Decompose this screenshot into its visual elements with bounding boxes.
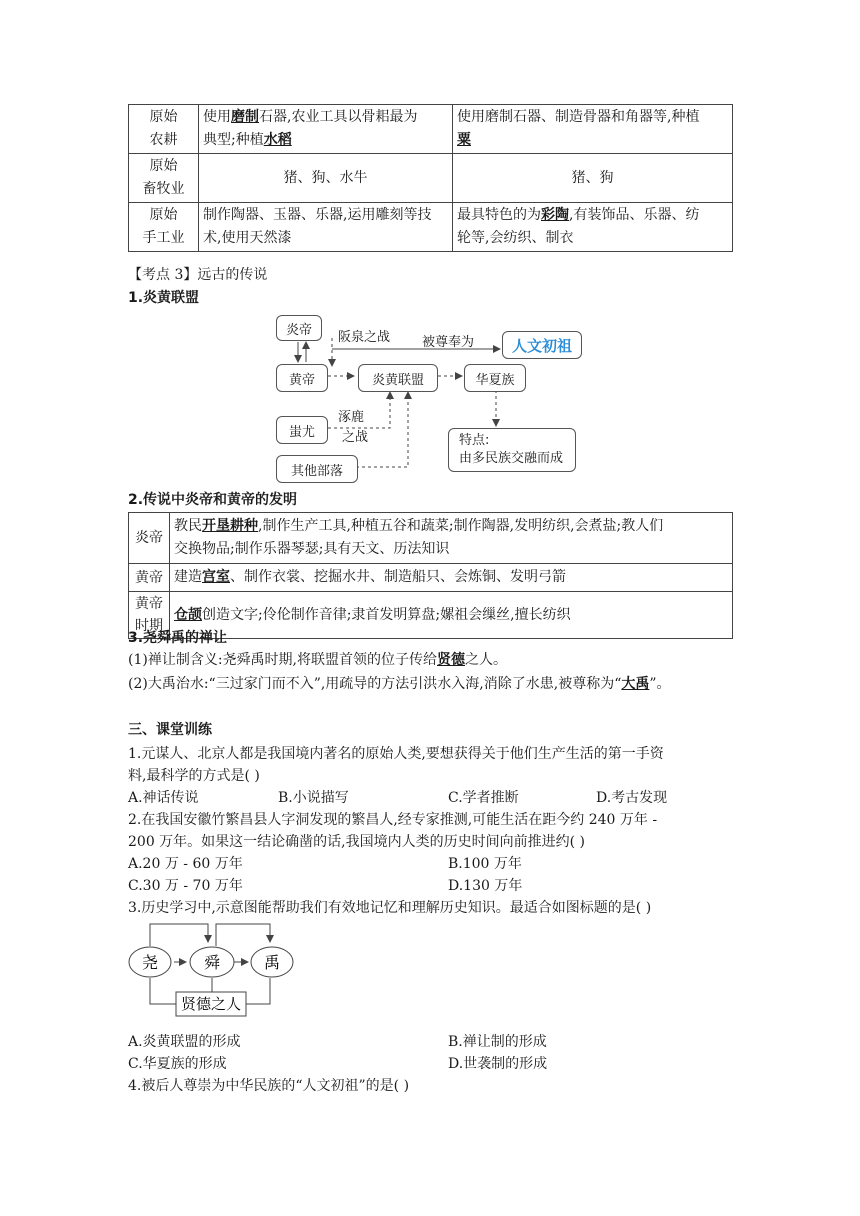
option: D.考古发现 bbox=[596, 790, 668, 806]
ancestor-box: 人文初祖 bbox=[502, 331, 582, 359]
row-label: 原始 手工业 bbox=[129, 203, 199, 252]
feature-box: 特点: 由多民族交融而成 bbox=[448, 428, 576, 472]
table-cell: 猪、狗、水牛 bbox=[199, 154, 453, 203]
row-label: 炎帝 bbox=[129, 513, 170, 564]
shun-label: 舜 bbox=[203, 953, 221, 972]
table-row bbox=[129, 203, 733, 252]
agriculture-comparison-table bbox=[128, 104, 733, 252]
battle-label: 之战 bbox=[342, 430, 369, 445]
table-cell: 猪、狗 bbox=[453, 154, 733, 203]
connector bbox=[246, 978, 270, 1004]
option: A.神话传说 bbox=[128, 790, 199, 806]
subsection-heading: 1.炎黄联盟 bbox=[128, 290, 200, 306]
table-row bbox=[129, 513, 733, 564]
subsection-heading: 3.尧舜禹的禅让 bbox=[128, 630, 228, 646]
question-2: 200 万年。如果这一结论确凿的话,我国境内人类的历史时间向前推进约( ) bbox=[128, 834, 585, 850]
table-cell: 教民开垦耕种,制作生产工具,种植五谷和蔬菜;制作陶器,发明纺织,会煮盐;教人们 交换物品;制作乐器琴瑟;具有天文、历法知识 bbox=[170, 513, 733, 564]
table-cell: 使用磨制石器、制造骨器和角器等,种植 粟 bbox=[453, 105, 733, 154]
row-label: 黄帝 bbox=[129, 564, 170, 592]
section-heading: 三、课堂训练 bbox=[128, 722, 212, 738]
option: C.学者推断 bbox=[448, 790, 519, 806]
huaxia-box: 华夏族 bbox=[464, 364, 526, 392]
table-cell: 最具特色的为彩陶,有装饰品、乐器、纺 轮等,会纺织、制衣 bbox=[453, 203, 733, 252]
option: B.禅让制的形成 bbox=[448, 1034, 547, 1050]
table-cell: 使用磨制石器,农业工具以骨耜最为 典型;种植水稻 bbox=[199, 105, 453, 154]
paragraph: (1)禅让制含义:尧舜禹时期,将联盟首领的位子传给贤德之人。 bbox=[128, 652, 507, 668]
row-label: 原始 农耕 bbox=[129, 105, 199, 154]
question-3: 3.历史学习中,示意图能帮助我们有效地记忆和理解历史知识。最适合如图标题的是( ) bbox=[128, 900, 652, 916]
chiyou-box: 蚩尤 bbox=[276, 416, 328, 444]
yao-label: 尧 bbox=[141, 953, 159, 972]
table-cell: 制作陶器、玉器、乐器,运用雕刻等技 术,使用天然漆 bbox=[199, 203, 453, 252]
option: C.华夏族的形成 bbox=[128, 1056, 227, 1072]
connector bbox=[150, 978, 176, 1004]
option: B.100 万年 bbox=[448, 856, 522, 872]
huangdi-box: 黄帝 bbox=[276, 364, 328, 392]
paragraph: (2)大禹治水:“三过家门而不入”,用疏导的方法引洪水入海,消除了水患,被尊称为“大禹”。 bbox=[128, 676, 671, 692]
arrow bbox=[216, 924, 270, 946]
inventions-table bbox=[128, 512, 733, 639]
arrow bbox=[150, 924, 208, 946]
table-row bbox=[129, 564, 733, 592]
table-row bbox=[129, 105, 733, 154]
table-row bbox=[129, 154, 733, 203]
row-label: 黄帝 时期 bbox=[129, 592, 170, 639]
section-heading: 【考点 3】远古的传说 bbox=[128, 267, 268, 283]
question-4: 4.被后人尊崇为中华民族的“人文初祖”的是( ) bbox=[128, 1078, 410, 1094]
alliance-box: 炎黄联盟 bbox=[358, 364, 438, 392]
option: A.炎黄联盟的形成 bbox=[128, 1034, 241, 1050]
honored-label: 被尊奉为 bbox=[422, 335, 475, 350]
table-cell: 仓颉创造文字;伶伦制作音律;隶首发明算盘;嫘祖会缫丝,擅长纺织 bbox=[170, 592, 733, 639]
question-1: 料,最科学的方式是( ) bbox=[128, 768, 260, 784]
option: A.20 万 - 60 万年 bbox=[128, 856, 243, 872]
virtue-label: 贤德之人 bbox=[180, 995, 242, 1013]
battle-label: 涿鹿 bbox=[338, 410, 365, 425]
table-cell: 建造宫室、制作衣裳、挖掘水井、制造船只、会炼铜、发明弓箭 bbox=[170, 564, 733, 592]
option: B.小说描写 bbox=[278, 790, 349, 806]
yandi-box: 炎帝 bbox=[276, 315, 322, 341]
battle-label: 阪泉之战 bbox=[338, 330, 391, 345]
option: C.30 万 - 70 万年 bbox=[128, 878, 243, 894]
shanrang-diagram bbox=[128, 918, 298, 1018]
subsection-heading: 2.传说中炎帝和黄帝的发明 bbox=[128, 492, 298, 508]
yu-label: 禹 bbox=[263, 953, 281, 972]
option: D.世袭制的形成 bbox=[448, 1056, 548, 1072]
option: D.130 万年 bbox=[448, 878, 523, 894]
other-tribes-box: 其他部落 bbox=[276, 455, 358, 483]
row-label: 原始 畜牧业 bbox=[129, 154, 199, 203]
question-1: 1.元谋人、北京人都是我国境内著名的原始人类,要想获得关于他们生产生活的第一手资 bbox=[128, 746, 664, 762]
question-2: 2.在我国安徽竹繁昌县人字洞发现的繁昌人,经专家推测,可能生活在距今约 240 万年 - bbox=[128, 812, 658, 828]
